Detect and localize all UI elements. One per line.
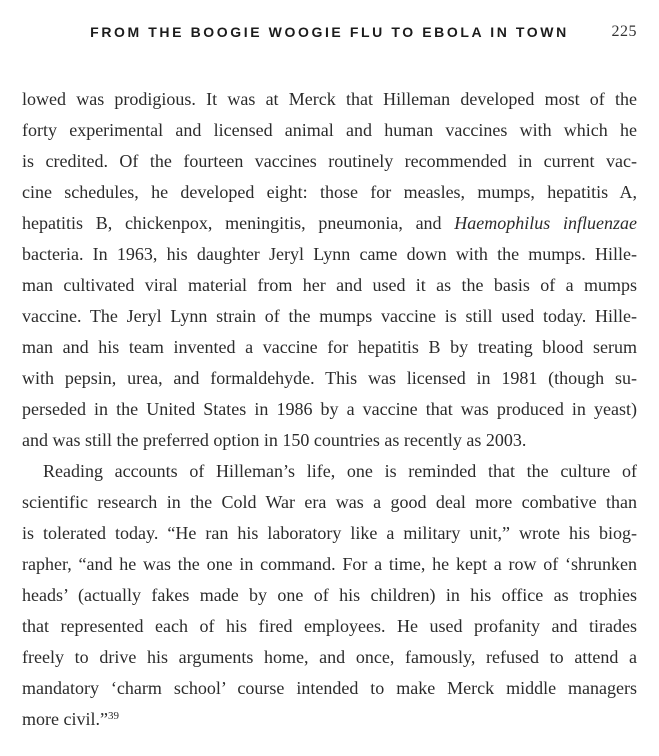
text-segment: forty experimental and licensed animal and human vaccines with which he	[22, 120, 637, 140]
text-line	[22, 549, 637, 580]
text-line	[22, 84, 637, 115]
text-segment: man cultivated viral material from her and used it as the basis of a mumps	[22, 275, 637, 295]
text-segment: is tolerated today. “He ran his laboratory like a military unit,” wrote his biog-	[22, 523, 637, 543]
text-segment: rapher, “and he was the one in command. For a time, he kept a row of ‘shrunken	[22, 554, 637, 574]
text-line	[22, 115, 637, 146]
paragraph	[22, 84, 637, 456]
text-segment: mandatory ‘charm school’ course intended to make Merck middle managers	[22, 678, 637, 698]
text-segment: perseded in the United States in 1986 by a vaccine that was produced in yeast)	[22, 399, 637, 419]
text-segment: cine schedules, he developed eight: those for measles, mumps, hepatitis A,	[22, 182, 637, 202]
text-line	[22, 642, 637, 673]
text-line	[22, 456, 637, 487]
text-line	[22, 425, 637, 456]
text-line	[22, 270, 637, 301]
text-line	[22, 580, 637, 611]
running-header	[22, 22, 637, 42]
text-line	[22, 518, 637, 549]
text-segment: freely to drive his arguments home, and once, famously, refused to attend a	[22, 647, 637, 667]
text-segment: Haemophilus influenzae	[454, 213, 637, 233]
text-line	[22, 332, 637, 363]
text-segment: with pepsin, urea, and formaldehyde. This was licensed in 1981 (though su-	[22, 368, 637, 388]
text-line	[22, 301, 637, 332]
text-line	[22, 673, 637, 704]
text-line	[22, 239, 637, 270]
text-segment: that represented each of his fired employees. He used profanity and tirades	[22, 616, 637, 636]
text-line	[22, 704, 637, 735]
text-segment: vaccine. The Jeryl Lynn strain of the mumps vaccine is still used today. Hille-	[22, 306, 637, 326]
text-segment: heads’ (actually fakes made by one of his children) in his office as trophies	[22, 585, 637, 605]
text-line	[22, 611, 637, 642]
text-line	[22, 177, 637, 208]
text-segment: Reading accounts of Hilleman’s life, one is reminded that the culture of	[43, 461, 637, 481]
text-line	[22, 146, 637, 177]
text-segment: hepatitis B, chickenpox, meningitis, pneumonia, and	[22, 213, 455, 233]
text-segment: lowed was prodigious. It was at Merck that Hilleman developed most of the	[22, 89, 637, 109]
text-segment: more civil.”	[22, 709, 108, 729]
header-title: FROM THE BOOGIE WOOGIE FLU TO EBOLA IN TOWN	[90, 24, 569, 40]
text-line	[22, 487, 637, 518]
text-segment: scientific research in the Cold War era was a good deal more combative than	[22, 492, 637, 512]
page-body	[22, 84, 637, 735]
text-segment: bacteria. In 1963, his daughter Jeryl Lynn came down with the mumps. Hille-	[22, 244, 637, 264]
text-line	[22, 394, 637, 425]
text-segment: 39	[107, 710, 119, 722]
text-segment: man and his team invented a vaccine for hepatitis B by treating blood serum	[22, 337, 637, 357]
paragraph	[22, 456, 637, 735]
page-number: 225	[611, 23, 637, 40]
text-segment: and was still the preferred option in 150 countries as recently as 2003.	[22, 430, 527, 450]
text-line	[22, 363, 637, 394]
text-segment: is credited. Of the fourteen vaccines routinely recommended in current vac-	[22, 151, 637, 171]
text-line	[22, 208, 637, 239]
